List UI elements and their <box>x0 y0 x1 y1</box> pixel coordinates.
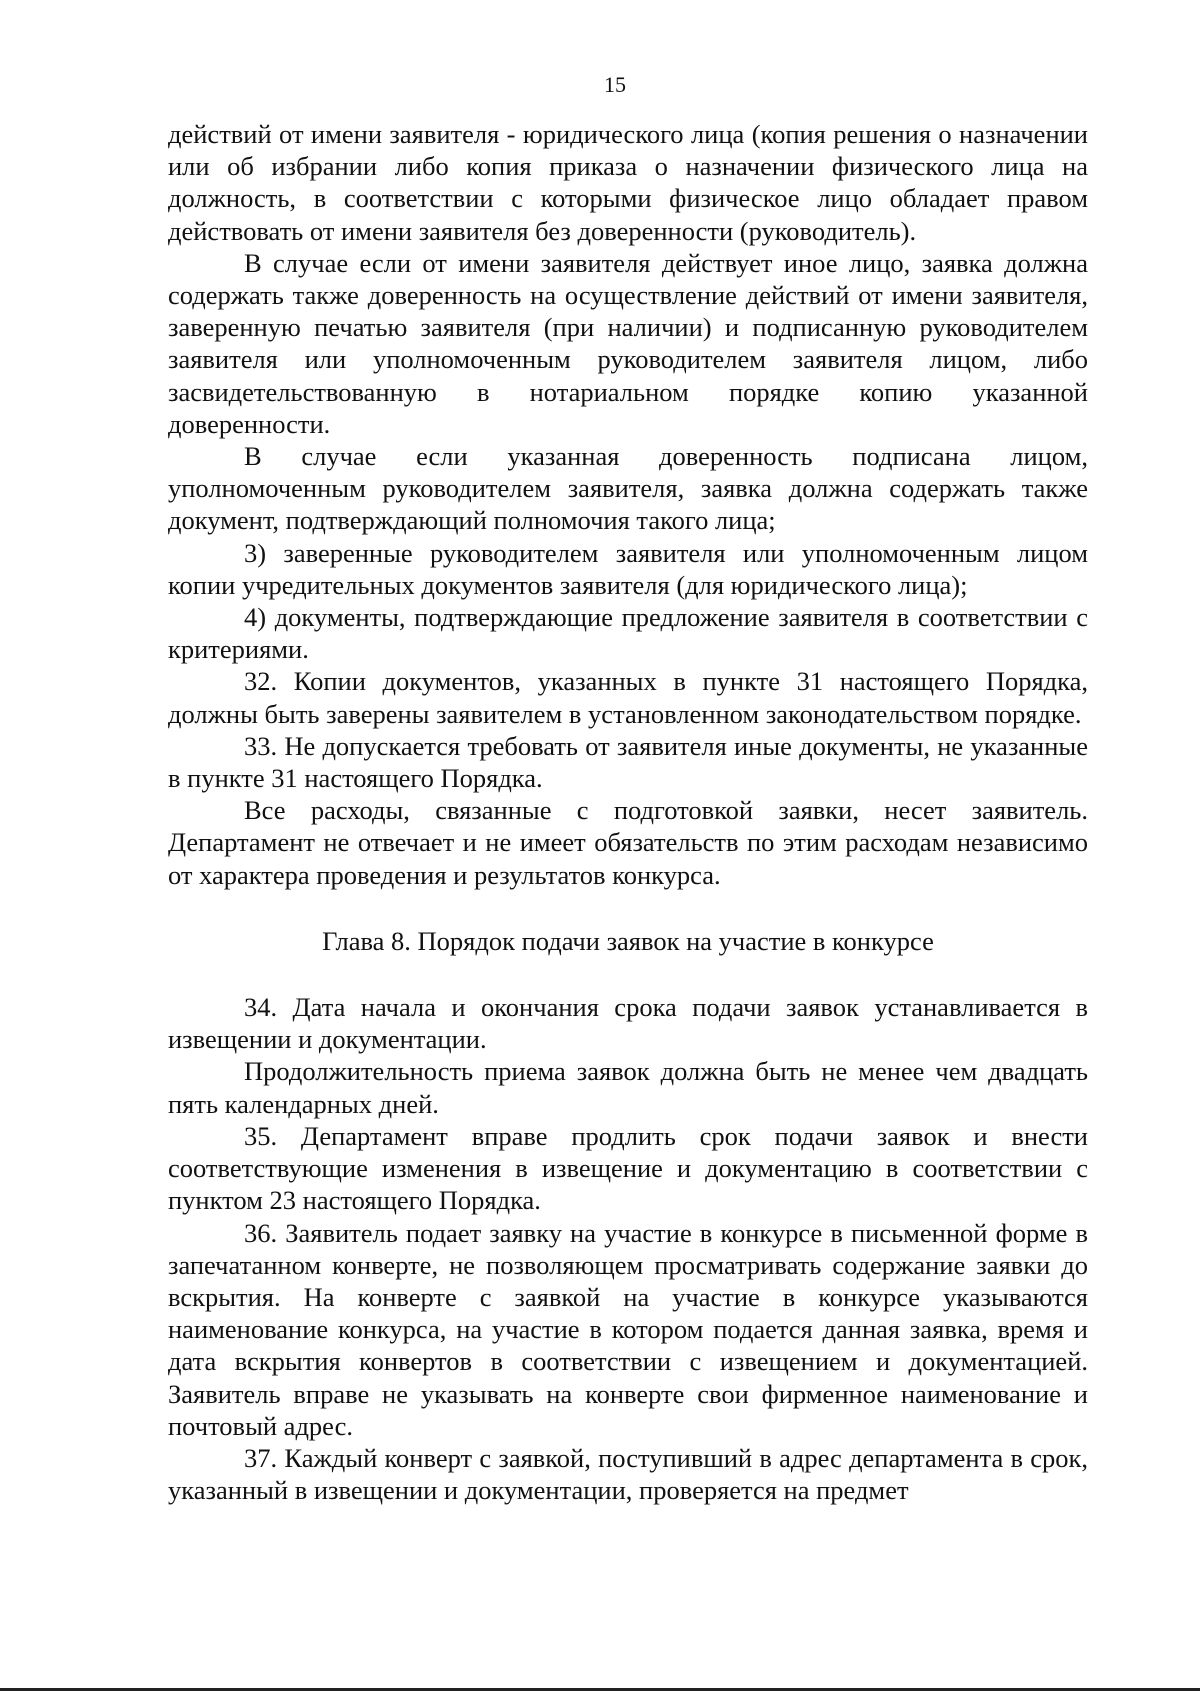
paragraph: 32. Копии документов, указанных в пункте 31 настоящего Порядка, должны быть заверены заявителем в установленном законодательством порядке. <box>168 666 1088 729</box>
page-number: 15 <box>604 72 626 97</box>
paragraph: 4) документы, подтверждающие предложение заявителя в соответствии с критериями. <box>168 602 1088 665</box>
paragraph: 34. Дата начала и окончания срока подачи заявок устанавливается в извещении и документации. <box>168 992 1088 1055</box>
page-bottom-border <box>0 1688 1200 1691</box>
paragraph: Продолжительность приема заявок должна быть не менее чем двадцать пять календарных дней. <box>168 1056 1088 1119</box>
paragraph: В случае если указанная доверенность подписана лицом, уполномоченным руководителем заявителя, заявка должна содержать также документ, подтверждающий полномочия такого лица; <box>168 441 1088 536</box>
paragraph: 33. Не допускается требовать от заявителя иные документы, не указанные в пункте 31 настоящего Порядка. <box>168 730 1088 794</box>
paragraph: 3) заверенные руководителем заявителя или уполномоченным лицом копии учредительных документов заявителя (для юридического лица); <box>168 537 1088 600</box>
paragraph: 35. Департамент вправе продлить срок подачи заявок и внести соответствующие изменения в извещение и документацию в соответствии с пунктом 23 настоящего Порядка. <box>168 1120 1088 1216</box>
paragraphs-after-heading <box>168 991 1088 1506</box>
paragraphs-before-heading <box>168 118 1088 891</box>
paragraph: действий от имени заявителя - юридического лица (копия решения о назначении или об избрании либо копия приказа о назначении физического лица на должность, в соответствии с которыми физическое лицо обладает правом действовать от имени заявителя без доверенности (руководитель). <box>168 119 1088 246</box>
chapter-heading: Глава 8. Порядок подачи заявок на участие в конкурсе <box>322 925 934 956</box>
paragraph: 37. Каждый конверт с заявкой, поступивший в адрес департамента в срок, указанный в извещении и документации, проверяется на предмет <box>168 1442 1088 1506</box>
paragraph: В случае если от имени заявителя действует иное лицо, заявка должна содержать также доверенность на осуществление действий от имени заявителя, заверенную печатью заявителя (при наличии) и подписанную руководителем заявителя или уполномоченным руководителем заявителя лицом, либо засвидетельствованную в нотариальном порядке копию указанной доверенности. <box>168 247 1088 439</box>
document-body <box>168 118 1088 1506</box>
paragraph: Все расходы, связанные с подготовкой заявки, несет заявитель. Департамент не отвечает и не имеет обязательств по этим расходам независимо от характера проведения и результатов конкурса. <box>168 795 1088 890</box>
paragraph: 36. Заявитель подает заявку на участие в конкурсе в письменной форме в запечатанном конверте, не позволяющем просматривать содержание заявки до вскрытия. На конверте с заявкой на участие в конкурсе указываются наименование конкурса, на участие в котором подается данная заявка, время и дата вскрытия конвертов в соответствии с извещением и документацией. Заявитель вправе не указывать на конверте свои фирменное наименование и почтовый адрес. <box>168 1217 1088 1441</box>
